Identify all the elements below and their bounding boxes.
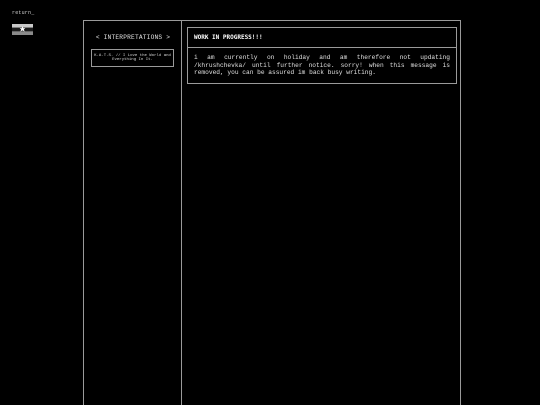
notice-title: WORK IN PROGRESS!!! xyxy=(188,28,456,48)
notice-box xyxy=(187,27,457,84)
sidebar xyxy=(84,21,182,405)
return-link[interactable]: return_ xyxy=(12,10,35,16)
notice-body: i am currently on holiday and am therefore not updating /khrushchevka/ until further notice. sorry! when this message is removed, you can be assured im back busy writing. xyxy=(194,54,450,77)
flag-icon[interactable] xyxy=(12,24,33,35)
content-frame xyxy=(83,20,461,405)
sidebar-title: < INTERPRETATIONS > xyxy=(95,34,171,41)
sidebar-item-kats[interactable]: K.A.T.S. // I Love the World and Everything In It. xyxy=(91,49,174,67)
